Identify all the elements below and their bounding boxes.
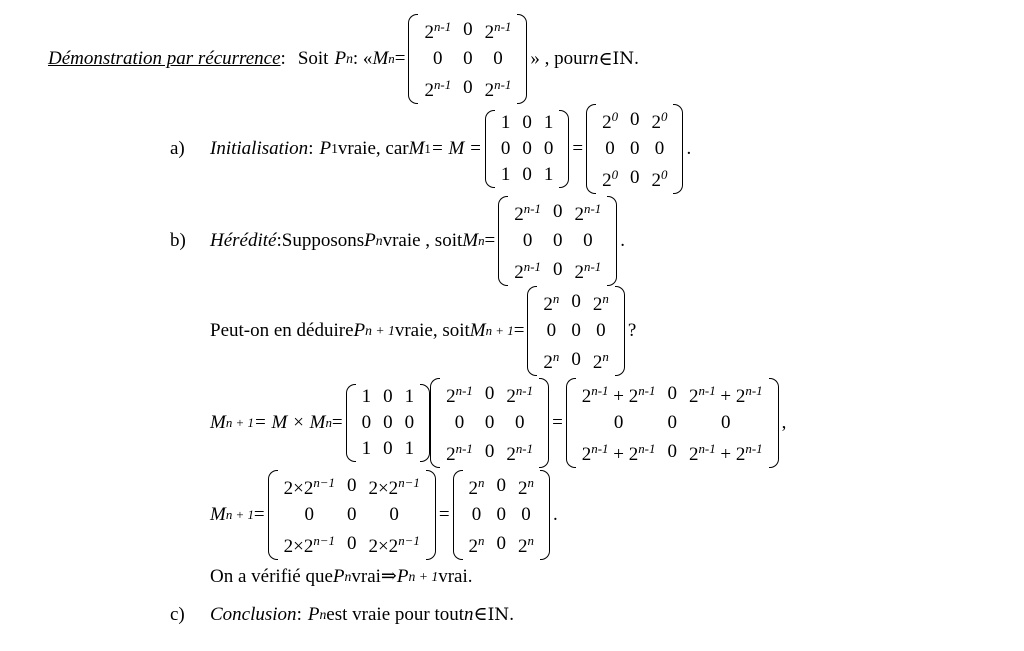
left-paren [268, 470, 278, 560]
product-eq: = M × M [253, 412, 326, 434]
matrix-cell: 2$^{n-1}$ [484, 19, 512, 44]
matrix-cell: $2^{n-1} + 2^{n-1}$ [581, 383, 656, 408]
matrix-cell: 2$^n$ [592, 349, 609, 374]
matrix-cell: 1 [361, 386, 372, 408]
matrix-row [356, 436, 421, 462]
hered-P: P [364, 230, 376, 252]
matrix-cell: 0 [667, 383, 677, 405]
matrix-row [418, 46, 517, 72]
matrix-cell: 0 [654, 138, 665, 160]
matrix-cell: 1 [500, 112, 511, 134]
conclusion-title: Conclusion [210, 603, 297, 625]
intro-quote-open: : « [352, 48, 373, 70]
matrix-row [463, 502, 540, 528]
matrix-cell: 2$^{n-1}$ [514, 201, 541, 226]
matrix-cell: 0 [552, 230, 563, 252]
matrix-row [495, 136, 560, 162]
matrix-cell: $2^0$ [651, 167, 668, 192]
matrix-row [596, 104, 673, 136]
matrix-cell: 1 [361, 438, 372, 460]
product-line [210, 378, 786, 468]
matrix-table [278, 470, 426, 560]
right-paren [420, 384, 430, 462]
matrix-row [278, 470, 426, 502]
times-eq2: = [438, 504, 450, 526]
hered-title: Hérédité [210, 230, 277, 252]
matrix-cell: 0 [361, 412, 372, 434]
matrix-row [278, 528, 426, 560]
matrix-cell: 0 [667, 441, 677, 463]
matrix-row [596, 162, 673, 194]
init-label: a) [170, 138, 185, 160]
matrix-row [356, 384, 421, 410]
intro-line [48, 14, 639, 104]
verified-P: P [332, 565, 345, 587]
matrix-cell: $2^{n-1} + 2^{n-1}$ [688, 383, 763, 408]
matrix-cell: 2$^n$ [468, 533, 485, 558]
matrix-cell: 0 [383, 412, 393, 434]
hered-supposons: Supposons [281, 230, 365, 252]
intro-P-sub: n [346, 51, 353, 67]
question-M-sup: n + 1 [485, 323, 514, 339]
matrix-row [537, 286, 614, 318]
left-paren [498, 196, 508, 286]
matrix-cell: 0 [484, 441, 495, 463]
matrix-Mn-product [430, 378, 549, 468]
matrix-M20-init [586, 104, 683, 194]
hered-colon: : [276, 230, 282, 252]
matrix-cell: 2$^{n-1}$ [514, 259, 541, 284]
right-paren [426, 470, 436, 560]
matrix-cell: $2\times 2^{n-1}$ [368, 475, 420, 500]
hered-line [170, 196, 625, 286]
matrix-cell: 0 [496, 475, 506, 497]
left-paren [566, 378, 576, 468]
matrix-row [596, 136, 673, 162]
intro-quote-close: » , pour [530, 48, 589, 70]
matrix-cell: 0 [546, 320, 557, 342]
matrix-row [495, 162, 560, 188]
matrix-row [440, 378, 539, 410]
verified-text: On a vérifié que [210, 565, 333, 587]
intro-in: ∈ [598, 48, 613, 70]
matrix-cell: 0 [630, 138, 640, 160]
hered-dot: . [620, 230, 625, 252]
matrix-cell: $2^0$ [602, 109, 619, 134]
matrix-cell: 0 [463, 19, 473, 41]
right-paren [607, 196, 617, 286]
intro-colon: : [280, 48, 286, 70]
verified-P2: P [396, 565, 409, 587]
intro-label: Démonstration par récurrence [48, 48, 281, 70]
left-paren [408, 14, 418, 104]
matrix-cell: 2$^{n-1}$ [574, 201, 602, 226]
matrix-cell: 0 [522, 230, 533, 252]
question-M: M [469, 320, 486, 342]
init-eq: = [572, 138, 584, 160]
product-M: M [210, 412, 226, 434]
question-mark: ? [627, 320, 637, 342]
matrix-cell: 0 [583, 230, 593, 252]
matrix-cell: 0 [346, 533, 357, 555]
init-M-sup: 1 [424, 141, 431, 157]
right-paren [673, 104, 683, 194]
matrix-cell: 0 [571, 320, 581, 342]
matrix-cell: 1 [404, 438, 415, 460]
product-comma: , [781, 412, 787, 434]
matrix-cell: 0 [521, 504, 531, 526]
matrix-cell: $2\times 2^{n-1}$ [368, 533, 420, 558]
matrix-cell: 2$^n$ [517, 475, 534, 500]
product-eq3: = [552, 412, 563, 434]
hered-label: b) [170, 230, 186, 252]
intro-soit: Soit [297, 48, 329, 70]
verified-P-sub: n [344, 568, 352, 584]
init-M: M [408, 138, 425, 160]
matrix-row [440, 410, 539, 436]
matrix-cell: 0 [383, 386, 393, 408]
matrix-cell: 0 [522, 164, 532, 186]
question-P: P [353, 320, 366, 342]
matrix-cell: $2^0$ [602, 167, 619, 192]
right-paren [769, 378, 779, 468]
intro-eq: = [394, 48, 406, 70]
matrix-cell: $2^{n-1} + 2^{n-1}$ [688, 441, 763, 466]
product-M-sup: n + 1 [225, 415, 254, 431]
right-paren [539, 378, 549, 468]
matrix-cell: 0 [522, 138, 532, 160]
matrix-cell: 2$^{n-1}$ [506, 383, 534, 408]
times-eq: = [253, 504, 265, 526]
init-eq-M: = M = [430, 138, 482, 160]
matrix-table [508, 196, 607, 286]
matrix-cell: 0 [433, 48, 443, 70]
conclusion-n: n [464, 603, 474, 625]
conclusion-label: c) [170, 603, 185, 625]
matrix-row [356, 410, 421, 436]
matrix-cell: 0 [493, 48, 503, 70]
matrix-M-init [485, 110, 570, 188]
hered-eq: = [484, 230, 496, 252]
matrix-table [495, 110, 560, 188]
matrix-cell: 0 [596, 320, 606, 342]
init-vraie-car: vraie, car [337, 138, 409, 160]
intro-M-sup: n [388, 51, 395, 67]
left-paren [527, 286, 537, 376]
matrix-cell: 0 [389, 504, 399, 526]
matrix-cell: 0 [605, 138, 615, 160]
left-paren [485, 110, 495, 188]
matrix-cell: 1 [500, 164, 511, 186]
matrix-row [508, 228, 607, 254]
verified-vrai2: vrai. [438, 565, 473, 587]
matrix-cell: 2$^{n-1}$ [446, 441, 473, 466]
matrix-row [278, 502, 426, 528]
right-paren [540, 470, 550, 560]
matrix-cell: 0 [630, 167, 640, 189]
matrix-cell: 2$^n$ [543, 349, 560, 374]
product-Mn-sup: n [325, 415, 332, 431]
left-paren [430, 378, 440, 468]
matrix-cell: 2$^n$ [468, 475, 485, 500]
times-line [210, 470, 558, 560]
matrix-cell: 2$^{n-1}$ [484, 77, 512, 102]
question-line [210, 286, 636, 376]
product-eq2: = [331, 412, 343, 434]
matrix-row [537, 318, 614, 344]
verified-line [210, 565, 472, 588]
matrix-cell: 0 [496, 533, 506, 555]
times-dot: . [552, 504, 558, 526]
matrix-row [576, 436, 769, 468]
matrix-cell: 0 [484, 383, 495, 405]
matrix-row [418, 72, 517, 104]
conclusion-text: est vraie pour tout [326, 603, 465, 625]
intro-P: P [334, 48, 347, 70]
question-P-sub: n + 1 [365, 323, 395, 339]
matrix-cell: 0 [514, 412, 525, 434]
matrix-row [440, 436, 539, 468]
matrix-cell: 0 [543, 138, 554, 160]
matrix-cell: $2^0$ [651, 109, 668, 134]
question-text: Peut-on en déduire [210, 320, 354, 342]
matrix-cell: 0 [463, 77, 473, 99]
hered-vraie-soit: vraie , soit [382, 230, 463, 252]
matrix-row [463, 528, 540, 560]
hered-P-sub: n [375, 233, 383, 249]
init-dot: . [686, 138, 692, 160]
matrix-cell: 1 [404, 386, 415, 408]
matrix-row [508, 254, 607, 286]
matrix-cell: 1 [543, 164, 554, 186]
matrix-cell: 2$^{n-1}$ [424, 77, 452, 102]
matrix-table [418, 14, 517, 104]
matrix-cell: 2$^{n-1}$ [424, 19, 452, 44]
matrix-cell: 2$^n$ [517, 533, 534, 558]
matrix-row [576, 378, 769, 410]
matrix-cell: 2$^{n-1}$ [446, 383, 473, 408]
matrix-table [463, 470, 540, 560]
matrix-table [356, 384, 421, 462]
question-vraie-soit: vraie, soit [394, 320, 470, 342]
matrix-cell: 1 [543, 112, 554, 134]
init-colon: : [308, 138, 314, 160]
verified-implies: ⇒ [380, 566, 397, 587]
left-paren [586, 104, 596, 194]
right-paren [559, 110, 569, 188]
init-P-sub: 1 [331, 141, 338, 157]
matrix-Mn1-times [453, 470, 550, 560]
right-paren [615, 286, 625, 376]
matrix-row [576, 410, 769, 436]
left-paren [346, 384, 356, 462]
matrix-table [596, 104, 673, 194]
intro-N: IN [612, 49, 635, 70]
matrix-cell: 0 [346, 504, 357, 526]
init-line [170, 104, 691, 194]
conclusion-in: ∈ [473, 604, 488, 625]
matrix-cell: 0 [552, 201, 563, 223]
matrix-row [537, 344, 614, 376]
matrix-Mn-hered [498, 196, 617, 286]
conclusion-P: P [307, 603, 320, 625]
matrix-table [576, 378, 769, 468]
matrix-row [463, 470, 540, 502]
matrix-cell: 2$^n$ [543, 291, 560, 316]
right-paren [517, 14, 527, 104]
matrix-Mn1-question [527, 286, 624, 376]
conclusion-P-sub: n [319, 606, 327, 622]
matrix-cell: 0 [500, 138, 511, 160]
matrix-cell: 0 [552, 259, 563, 281]
intro-M: M [372, 48, 389, 70]
matrix-cell: 0 [463, 48, 473, 70]
matrix-times [268, 470, 436, 560]
matrix-table [537, 286, 614, 376]
matrix-cell: 0 [304, 504, 315, 526]
matrix-row [495, 110, 560, 136]
conclusion-N: IN [487, 604, 510, 625]
matrix-cell: 0 [484, 412, 495, 434]
hered-M: M [462, 230, 479, 252]
matrix-cell: 2$^n$ [592, 291, 609, 316]
matrix-cell: 2$^{n-1}$ [574, 259, 602, 284]
matrix-cell: 0 [346, 475, 357, 497]
matrix-sum-product [566, 378, 779, 468]
matrix-cell: $2\times 2^{n-1}$ [283, 475, 335, 500]
matrix-cell: 0 [613, 412, 624, 434]
times-M: M [210, 504, 226, 526]
matrix-cell: 0 [721, 412, 731, 434]
matrix-cell: 0 [383, 438, 393, 460]
conclusion-dot: . [509, 603, 514, 625]
matrix-cell: 0 [454, 412, 465, 434]
verified-P2-sub: n + 1 [408, 568, 439, 584]
hered-M-sup: n [478, 233, 485, 249]
conclusion-line [170, 603, 514, 626]
matrix-table [440, 378, 539, 468]
question-eq: = [513, 320, 525, 342]
verified-vrai: vrai [351, 565, 381, 587]
matrix-row [418, 14, 517, 46]
matrix-Mn-intro [408, 14, 527, 104]
matrix-M-product [346, 384, 431, 462]
matrix-cell: 0 [522, 112, 532, 134]
matrix-cell: 0 [471, 504, 482, 526]
matrix-cell: 2$^{n-1}$ [506, 441, 534, 466]
matrix-cell: $2^{n-1} + 2^{n-1}$ [581, 441, 656, 466]
matrix-cell: 0 [630, 109, 640, 131]
matrix-row [508, 196, 607, 228]
intro-n: n [588, 48, 599, 70]
matrix-cell: 0 [404, 412, 415, 434]
matrix-cell: 0 [667, 412, 677, 434]
intro-dot: . [634, 48, 639, 70]
conclusion-colon: : [296, 603, 302, 625]
matrix-cell: 0 [571, 349, 581, 371]
times-M-sup: n + 1 [225, 507, 254, 523]
init-P: P [319, 138, 332, 160]
matrix-cell: $2\times 2^{n-1}$ [283, 533, 335, 558]
matrix-cell: 0 [571, 291, 581, 313]
left-paren [453, 470, 463, 560]
init-title: Initialisation [210, 138, 309, 160]
matrix-cell: 0 [496, 504, 506, 526]
